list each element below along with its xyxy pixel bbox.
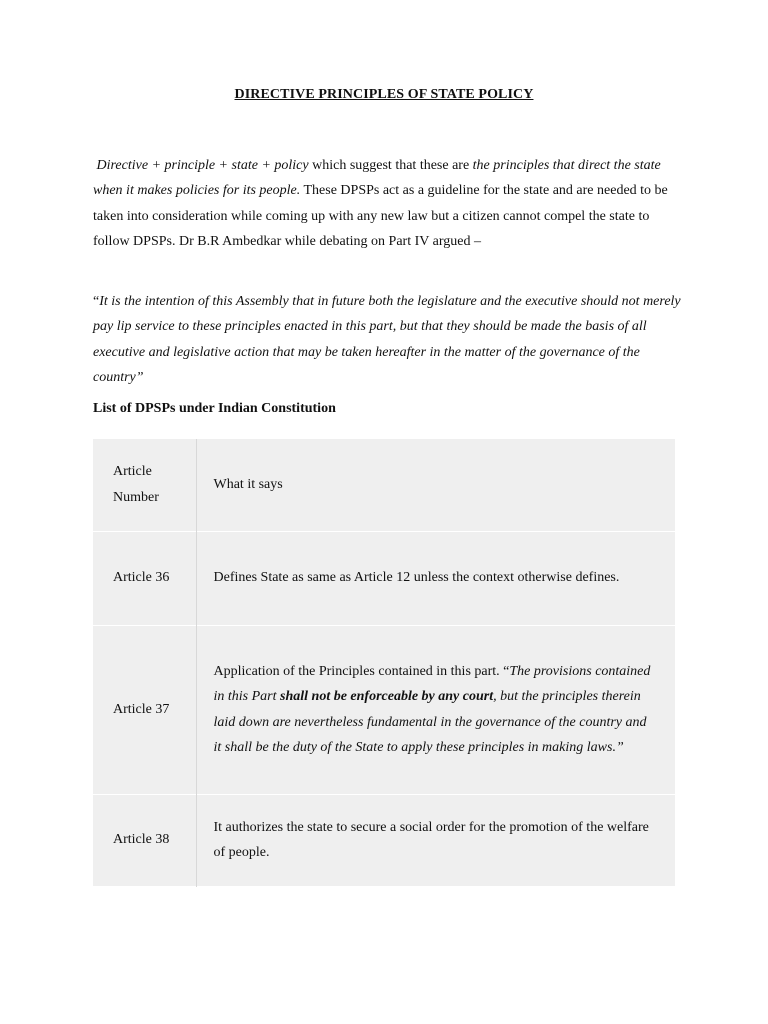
table-row — [93, 794, 675, 886]
description-cell — [196, 625, 675, 794]
header-article-number: Article Number — [93, 439, 196, 531]
dpsp-table — [93, 439, 675, 887]
intro-text-2: These DPSPs act as a guideline for the state and are needed to be taken into consideration while coming up with any new law but a citizen cannot compel the state to follow DPSPs. Dr B.R Ambedkar while debating on Part IV argued – — [93, 183, 668, 249]
header-what-it-says: What it says — [213, 477, 283, 493]
description-text: Application of the Principles contained in this part. “ — [213, 663, 510, 679]
table-row — [93, 531, 675, 625]
intro-italic-definition: the principles that direct the state when it makes policies for its people. — [93, 158, 661, 199]
quote-open-mark: “ — [93, 294, 100, 309]
intro-text-1: which suggest that these are — [308, 158, 473, 173]
article-cell: Article 38 — [93, 794, 196, 886]
intro-italic-terms: Directive + principle + state + policy — [96, 158, 309, 173]
quote-text: It is the intention of this Assembly that in future both the legislature and the executive should not merely pay lip service to these principles enacted in this part, but that they should be made the basis of all executive and legislative action that may be taken hereafter in the matter of the governance of the country” — [93, 294, 681, 385]
description-italic: The provisions contained in this Part — [213, 663, 651, 705]
document-title: DIRECTIVE PRINCIPLES OF STATE POLICY — [234, 87, 534, 102]
ambedkar-quote — [93, 289, 683, 390]
article-cell: Article 37 — [93, 625, 196, 794]
description-italic-2: , but the principles therein laid down are nevertheless fundamental in the governance of the country and it shall be the duty of the State to apply these principles in making laws.” — [213, 689, 647, 755]
description-cell: It authorizes the state to secure a social order for the promotion of the welfare of people. — [213, 819, 649, 860]
intro-paragraph — [93, 153, 683, 254]
description-cell: Defines State as same as Article 12 unless the context otherwise defines. — [213, 570, 620, 586]
table-header-row — [93, 439, 675, 531]
list-heading: List of DPSPs under Indian Constitution — [93, 401, 336, 416]
description-bold-italic: shall not be enforceable by any court — [280, 689, 494, 705]
table-row — [93, 625, 675, 794]
article-cell: Article 36 — [93, 531, 196, 625]
